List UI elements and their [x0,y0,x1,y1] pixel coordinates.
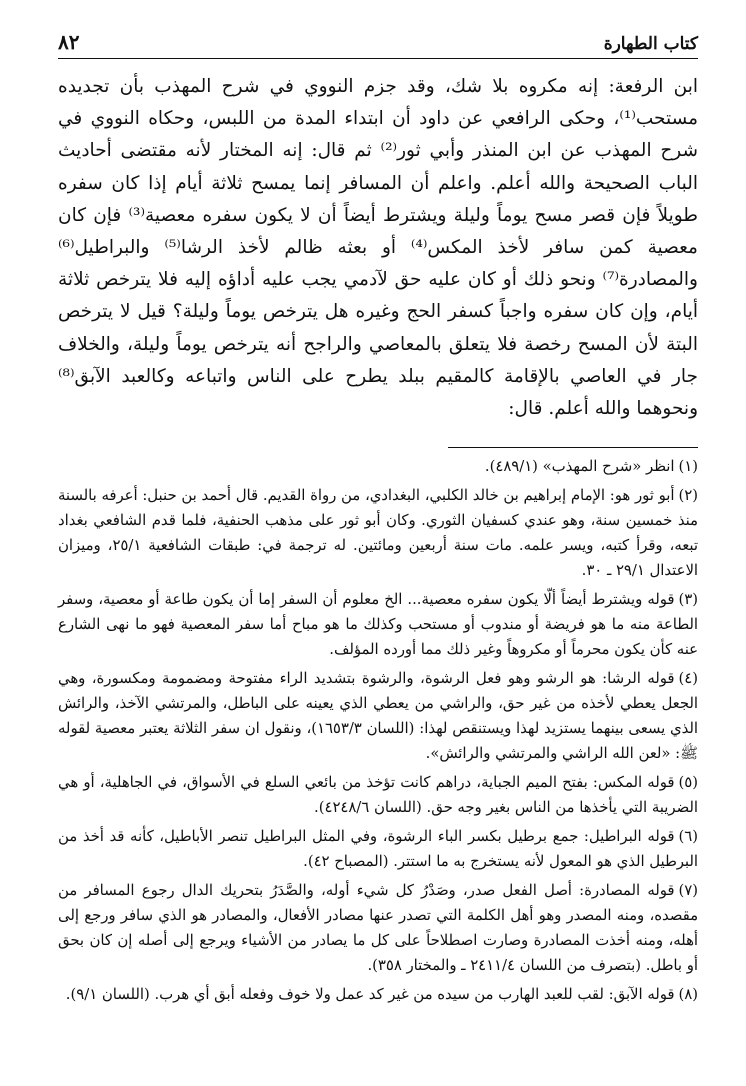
page-number: ٨٢ [58,30,80,54]
footnote-number: (٧) [678,882,698,900]
footnote-1 [58,454,698,479]
page-header [58,32,698,59]
footnote-text: أبو ثور هو: الإمام إبراهيم بن خالد الكلبي، البغدادي، من رواة القديم. قال أحمد بن حنبل: أعرفه بالسنة منذ خمسين سنة، وهو عندي كسفيان الثوري. وكان أبو ثور على مذهب الحنفية، فلما قدم الشافعي بغداد تبعه، وقرأ كتبه، ويسر علمه. مات سنة أربعين ومائتين. له ترجمة في: طبقات الشافعية ٢٥/١، وميزان الاعتدال ٢٩/١ ـ ٣٠. [58,487,698,580]
footnote-number: (٨) [678,986,698,1004]
footnote-6 [58,824,698,874]
footnote-text: انظر «شرح المهذب» (٤٨٩/١). [484,458,675,476]
footnote-8 [58,982,698,1007]
footnote-3 [58,587,698,662]
footnote-text: قوله الرشا: هو الرشو وهو فعل الرشوة، والرشوة بتشديد الراء مفتوحة ومضمومة ومكسورة، وهي الجعل يعطي لأخذه من غير حق، والراشي من يعطي الذي يعينه على الباطل، والمرتشي الآخذ، والرائش الذي يسعى بينهما يستزيد لهذا ويستنقص لهذا: (اللسان ١٦٥٣/٣)، ونقول ان سفر الثلاثة يعتبر معصية لقوله ﷺ: «لعن الله الراشي والمرتشي والرائش». [58,670,698,763]
main-text [58,71,698,425]
main-paragraph: ابن الرفعة: إنه مكروه بلا شك، وقد جزم النووي في شرح المهذب بأن تجديده مستحب⁽¹⁾، وحكى الرافعي عن داود أن ابتداء المدة من اللبس، وحكاه النووي في شرح المهذب عن ابن المنذر وأبي ثور⁽²⁾ ثم قال: إنه المختار لأنه مقتضى أحاديث الباب الصحيحة والله أعلم. واعلم أن المسافر إنما يمسح ثلاثة أيام إذا كان سفره طويلاً فإن قصر مسح يوماً وليلة ويشترط أيضاً أن لا يكون سفره معصية⁽³⁾ فإن كان معصية كمن سافر لأخذ المكس⁽⁴⁾ أو بعثه ظالم لأخذ الرشا⁽⁵⁾ والبراطيل⁽⁶⁾ والمصادرة⁽⁷⁾ ونحو ذلك أو كان عليه حق لآدمي يجب عليه أداؤه إليه فلا يترخص ثلاثة أيام، وإن كان سفره واجباً كسفر الحج وغيره هل يترخص يوماً وليلة؟ قيل لا يترخص البتة لأن المسح رخصة فلا يتعلق بالمعاصي والراجح أنه يترخص يوماً وليلة، والخلاف جار في العاصي بالإقامة كالمقيم ببلد يطرح على الناس واتباعه وكالعبد الآبق⁽⁸⁾ ونحوهما والله أعلم. قال: [58,76,699,420]
footnote-text: قوله ويشترط أيضاً ألّا يكون سفره معصية... الخ معلوم أن السفر إما أن يكون طاعة أو معصية، وسفر الطاعة منه ما هو فريضة أو مندوب أو مستحب وكذلك ما هو مباح أما سفر المعصية فهو ما نهى الشارع عنه كأن يكون محرماً أو مكروهاً وغير ذلك مما أورده المؤلف. [58,591,698,659]
footnote-text: قوله البراطيل: جمع برطيل بكسر الباء الرشوة، وفي المثل البراطيل تنصر الأباطيل، كأنه قد أخذ من البرطيل الذي هو المعول لأنه يستخرج به ما استتر. (المصباح ٤٢). [58,828,698,871]
footnote-text: قوله المصادرة: أصل الفعل صدر، وصَدْرُ كل شيء أوله، والصَّدَرُ بتحريك الدال رجوع المسافر من مقصده، ومنه المصدر وهو أهل الكلمة التي تصدر عنها مصادر الأفعال، والمصادر هو الذي سافر ورجع إلى أهله، ومنه أخذت المصادرة وصارت اصطلاحاً على كل ما يصادر من الأشياء ويرجع إلى أصله إن كان بحق أو باطل. (بتصرف من اللسان ٢٤١١/٤ ـ والمختار ٣٥٨). [58,882,698,975]
footnote-number: (٢) [678,487,698,505]
footnote-separator [448,447,698,448]
chapter-title: كتاب الطهارة [603,34,698,54]
footnote-4 [58,666,698,766]
footnote-text: قوله المكس: بفتح الميم الجباية، دراهم كانت تؤخذ من بائعي السلع في الأسواق، في الجاهلية، أو هي الضريبة التي يأخذها من الناس بغير وجه حق. (اللسان ٤٢٤٨/٦). [58,774,698,817]
footnotes [58,454,698,1007]
footnote-text: قوله الآبق: لقب للعبد الهارب من سيده من غير كد عمل ولا خوف وفعله أبق أي هرب. (اللسان ٩/١). [65,986,675,1004]
footnote-number: (٦) [678,828,698,846]
footnote-2 [58,483,698,583]
footnote-number: (٣) [678,591,698,609]
footnote-5 [58,770,698,820]
footnote-number: (٤) [678,670,698,688]
footnote-number: (٥) [678,774,698,792]
footnote-number: (١) [678,458,698,476]
footnote-7 [58,878,698,978]
